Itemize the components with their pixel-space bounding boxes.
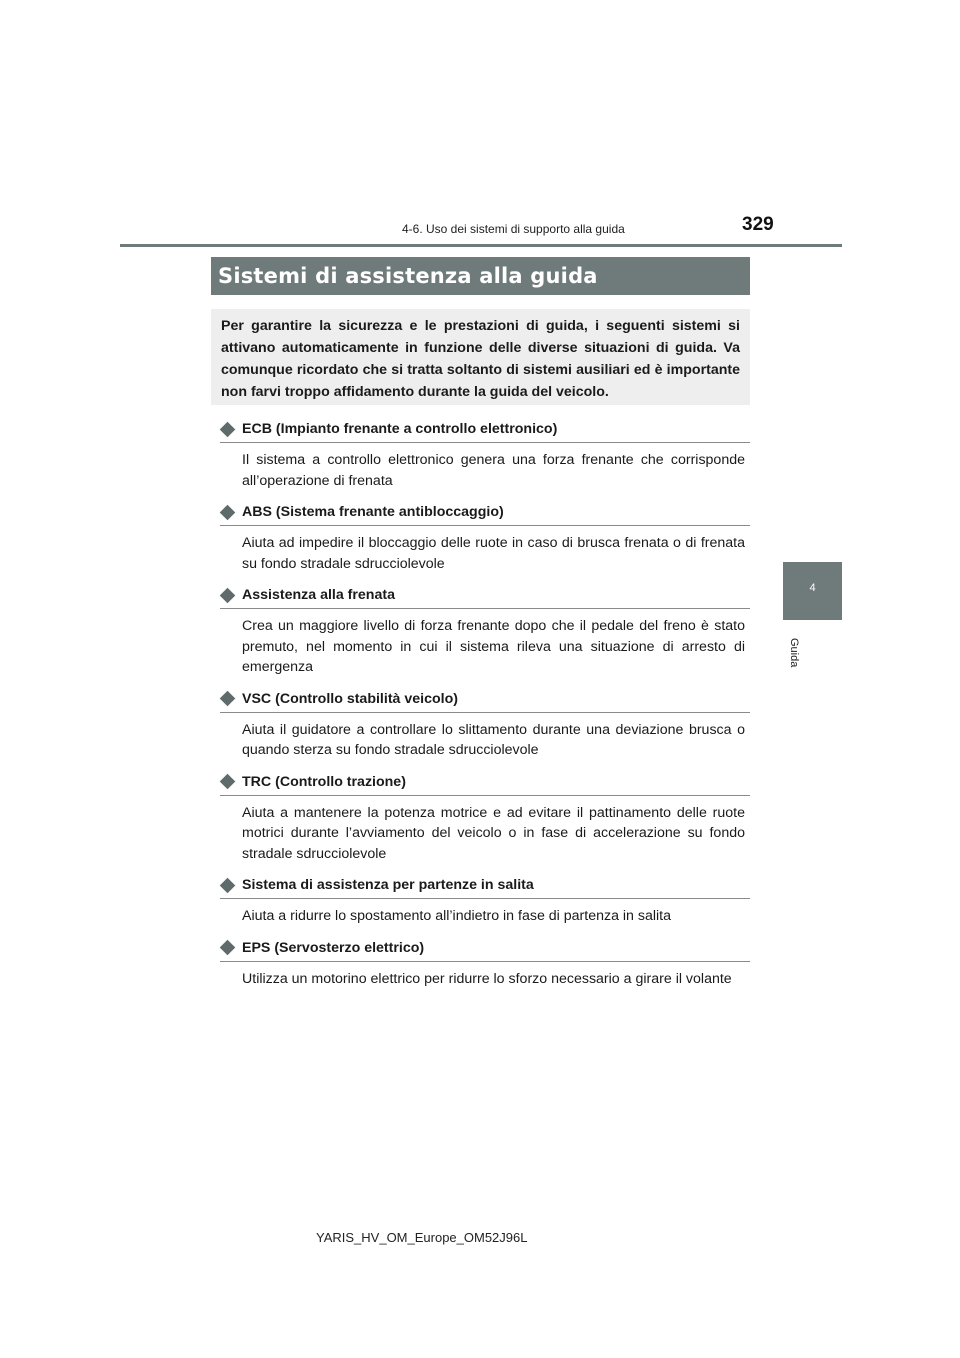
diamond-bullet-icon bbox=[220, 940, 236, 956]
diamond-bullet-icon bbox=[220, 877, 236, 893]
chapter-tab-number: 4 bbox=[809, 582, 816, 594]
feature-description: Il sistema a controllo elettronico genera una forza frenante che corrisponde all’operazione di frenata bbox=[242, 452, 745, 489]
chapter-tab-label-text: Guida bbox=[788, 638, 800, 668]
page-title: Sistemi di assistenza alla guida bbox=[211, 257, 750, 295]
feature-item-trc bbox=[220, 771, 750, 865]
chapter-tab bbox=[783, 562, 842, 620]
intro-box bbox=[211, 309, 750, 405]
feature-item-eps bbox=[220, 937, 750, 990]
feature-title: VSC (Controllo stabilità veicolo) bbox=[242, 690, 458, 707]
feature-item-hill-start-assist bbox=[220, 874, 750, 927]
diamond-bullet-icon bbox=[220, 774, 236, 790]
chapter-tab-label bbox=[783, 628, 805, 678]
feature-heading bbox=[220, 874, 750, 899]
feature-item-abs bbox=[220, 501, 750, 574]
feature-heading bbox=[220, 688, 750, 713]
diamond-bullet-icon bbox=[220, 421, 236, 437]
section-header: 4-6. Uso dei sistemi di supporto alla guida bbox=[402, 222, 625, 236]
diamond-bullet-icon bbox=[220, 587, 236, 603]
diamond-bullet-icon bbox=[220, 691, 236, 707]
feature-title: ECB (Impianto frenante a controllo elettronico) bbox=[242, 421, 558, 437]
feature-title: Assistenza alla frenata bbox=[242, 587, 395, 603]
header-divider bbox=[120, 244, 842, 247]
intro-text: Per garantire la sicurezza e le prestazioni di guida, i seguenti sistemi si attivano automaticamente in funzione delle diverse situazioni di guida. Va comunque ricordato che si tratta soltanto di sistemi ausiliari ed è importante non farvi troppo affidamento durante la guida del veicolo. bbox=[221, 318, 740, 400]
feature-list bbox=[220, 418, 750, 999]
feature-description: Aiuta il guidatore a controllare lo slittamento durante una deviazione brusca o quando sterza su fondo stradale sdrucciolevole bbox=[242, 721, 745, 758]
document-code: YARIS_HV_OM_Europe_OM52J96L bbox=[316, 1230, 528, 1245]
page-number: 329 bbox=[742, 214, 774, 235]
feature-title: ABS (Sistema frenante antibloccaggio) bbox=[242, 504, 504, 520]
feature-title: EPS (Servosterzo elettrico) bbox=[242, 939, 425, 956]
feature-description: Utilizza un motorino elettrico per ridurre lo sforzo necessario a girare il volante bbox=[242, 970, 732, 987]
feature-description: Aiuta ad impedire il bloccaggio delle ruote in caso di brusca frenata o di frenata su fondo stradale sdrucciolevole bbox=[242, 535, 745, 572]
feature-description: Aiuta a mantenere la potenza motrice e ad evitare il pattinamento delle ruote motrici durante l’avviamento del veicolo o in fase di accelerazione su fondo stradale sdrucciolevole bbox=[242, 804, 745, 862]
feature-item-vsc bbox=[220, 688, 750, 761]
feature-heading bbox=[220, 584, 750, 609]
feature-heading bbox=[220, 771, 750, 796]
feature-item-ecb bbox=[220, 418, 750, 491]
feature-description: Crea un maggiore livello di forza frenante dopo che il pedale del freno è stato premuto, nel momento in cui il sistema rileva una situazione di arresto di emergenza bbox=[242, 618, 745, 675]
feature-item-brake-assist bbox=[220, 584, 750, 678]
feature-description: Aiuta a ridurre lo spostamento all’indietro in fase di partenza in salita bbox=[242, 908, 672, 924]
feature-title: Sistema di assistenza per partenze in salita bbox=[242, 877, 534, 893]
diamond-bullet-icon bbox=[220, 504, 236, 520]
feature-heading bbox=[220, 501, 750, 526]
feature-title: TRC (Controllo trazione) bbox=[242, 773, 406, 790]
feature-heading bbox=[220, 418, 750, 443]
feature-heading bbox=[220, 937, 750, 962]
